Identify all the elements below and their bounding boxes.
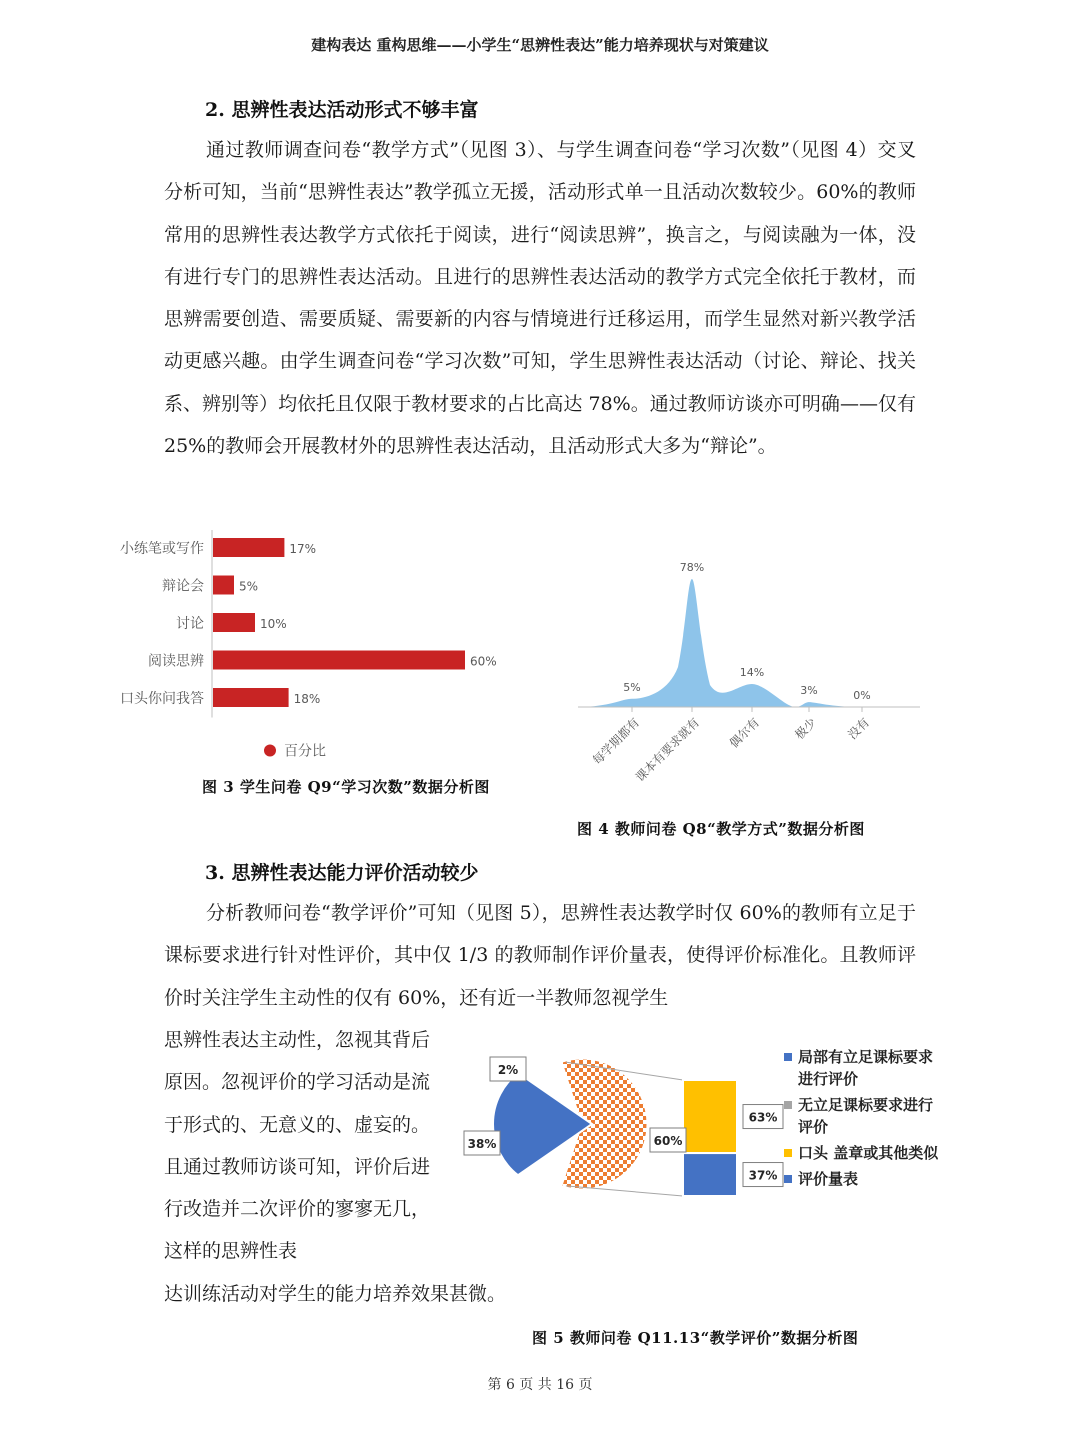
section3-paragraph-full: 分析教师问卷“教学评价”可知（见图 5），思辨性表达教学时仅 60%的教师有立足于课标要求进行针对性评价，其中仅 1/3 的教师制作评价量表，使得评价标准化。且教师评价时关注学生主动性的仅有 60%，还有近一半教师忽视学生 [164,902,916,1009]
figure3-category-label: 讨论 [176,616,204,632]
figure5-legend-swatch [784,1149,792,1157]
figure5-legend-swatch [784,1101,792,1109]
section2-heading: 2. 思辨性表达活动形式不够丰富 [205,99,479,121]
figure3-value-label: 5% [239,579,259,594]
figure5-legend [782,1046,942,1194]
figure5-connector [566,1186,683,1196]
figure5-pie-of-bar-chart [455,1040,785,1210]
figure3-bar [213,538,284,557]
figure5-legend-label: 局部有立足课标要求进行评价 [798,1048,934,1088]
section3-paragraph-narrow: 思辨性表达主动性，忽视其背后原因。忽视评价的学习活动是流于形式的、无意义的、虚妄的。且通过教师访谈可知，评价后进行改造并二次评价的寥寥无几，这样的思辨性表 [164,1029,431,1263]
figure5-bar-segment [683,1080,737,1153]
figure5-legend-item [782,1142,942,1164]
section2-paragraph: 通过教师调查问卷“教学方式”（见图 3）、与学生调查问卷“学习次数”（见图 4）交叉分析可知，当前“思辨性表达”教学孤立无援，活动形式单一且活动次数较少。60%的教师常用的思辨性表达教学方式依托于阅读，进行“阅读思辨”，换言之，与阅读融为一体，没有进行专门的思辨性表达活动。且进行的思辨性表达活动的教学方式完全依托于教材，而思辨需要创造、需要质疑、需要新的内容与情境进行迁移运用，而学生显然对新兴教学活动更感兴趣。由学生调查问卷“学习次数”可知，学生思辨性表达活动（讨论、辩论、找关系、辨别等）均依托且仅限于教材要求的占比高达 78%。通过教师访谈亦可明确——仅有 25%的教师会开展教材外的思辨性表达活动，且活动形式大多为“辩论”。 [164,139,916,458]
figure3-legend-marker [264,745,276,757]
figure5-slice-label-38: 38% [467,1137,497,1151]
figure4-caption: 图 4 教师问卷 Q8“教学方式”数据分析图 [577,820,865,838]
figure4-category-label: 极少 [792,715,820,743]
figure5-legend-swatch [784,1053,792,1061]
figure3-category-label: 小练笔或写作 [120,541,204,557]
figure5-legend-label: 口头 盖章或其他类似 [798,1144,939,1162]
figure3-bar [213,688,289,707]
figure5-bar-label: 37% [748,1168,778,1183]
figure3-bar [213,576,234,595]
figure4-value-label: 5% [623,680,641,694]
figure5-slice-label-2: 2% [497,1063,519,1077]
figure5-legend-label: 评价量表 [798,1170,859,1188]
figure3-value-label: 17% [289,542,317,556]
page-header: 建构表达 重构思维——小学生“思辨性表达”能力培养现状与对策建议 [311,36,769,54]
figure5-caption: 图 5 教师问卷 Q11.13“教学评价”数据分析图 [532,1329,859,1347]
figure3-bar [213,613,255,632]
figure5-legend-item [782,1168,942,1190]
page-footer: 第 6 页 共 16 页 [487,1377,593,1393]
figure4-category-label: 没有 [845,715,873,743]
figure5-legend-label: 无立足课标要求进行评价 [798,1096,934,1136]
figure5-bar-label: 63% [748,1110,778,1125]
figure3-caption: 图 3 学生问卷 Q9“学习次数”数据分析图 [202,778,490,796]
figure3-legend-label: 百分比 [284,743,326,760]
figure3-category-label: 辩论会 [162,578,204,595]
figure3-value-label: 10% [260,617,287,631]
figure3-bar [213,651,465,670]
figure3-bar-chart [90,526,510,766]
figure3-category-label: 阅读思辨 [148,653,204,670]
figure5-legend-item [782,1046,942,1090]
figure5-legend-item [782,1094,942,1138]
figure4-value-label: 0% [853,689,871,702]
figure3-value-label: 18% [293,692,321,706]
section3-paragraph-last: 达训练活动对学生的能力培养效果甚微。 [164,1283,507,1305]
figure5-slice-label-60: 60% [653,1134,683,1148]
figure4-value-label: 78% [679,561,705,574]
figure3-category-label: 口头你问我答 [120,691,204,707]
figure4-area-chart [570,550,930,810]
section3-heading: 3. 思辨性表达能力评价活动较少 [205,862,479,884]
figure4-value-label: 3% [800,684,818,698]
figure3-value-label: 60% [470,654,497,669]
figure4-value-label: 14% [739,666,765,680]
figure4-category-label: 每学期都有 [589,715,643,768]
figure5-bar-segment [683,1153,737,1196]
figure4-category-label: 课本有要求就有 [632,715,703,785]
figure5-legend-swatch [784,1175,792,1183]
figure4-category-label: 偶尔有 [726,715,763,751]
